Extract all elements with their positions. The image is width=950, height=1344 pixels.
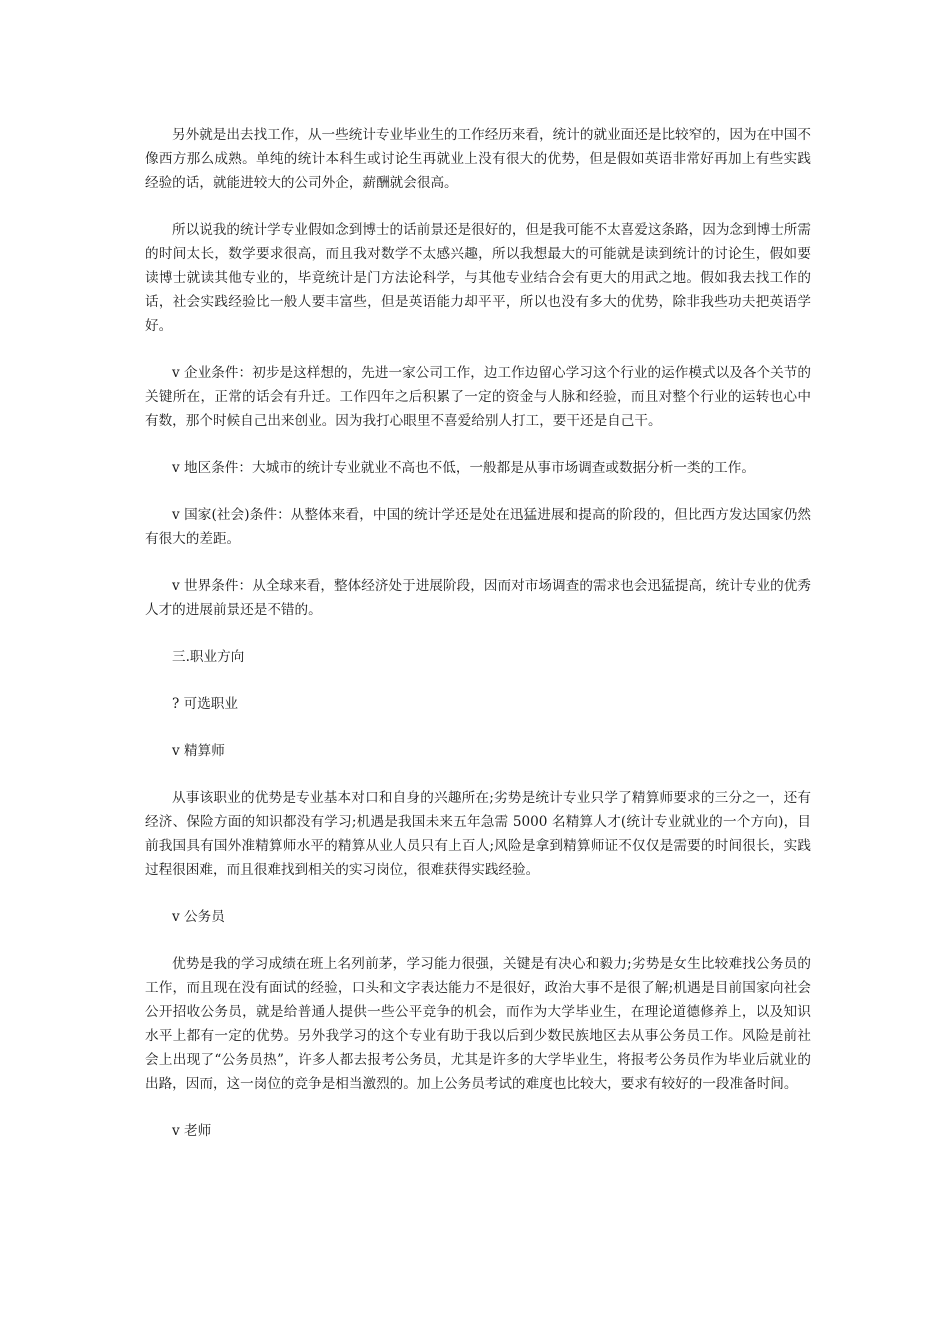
- paragraph-world-conditions: v 世界条件：从全球来看，整体经济处于进展阶段，因而对市场调查的需求也会迅猛提高，统计专业的优秀人才的进展前景还是不错的。: [145, 578, 811, 618]
- section-heading-career-direction: 三.职业方向: [172, 649, 245, 665]
- paragraph-phd-outlook: 所以说我的统计学专业假如念到博士的话前景还是很好的，但是我可能不太喜爱这条路，因为念到博士所需的时间太长，数学要求很高，而且我对数学不太感兴趣，所以我想最大的可能就是读到统计的讨论生，假如要读博士就读其他专业的，毕竟统计是门方法论科学，与其他专业结合会有更大的用武之地。假如我去找工作的话，社会实践经验比一般人要丰富些，但是英语能力却平平，所以也没有多大的优势，除非我些功夫把英语学好。: [145, 222, 811, 334]
- subheading-civil-servant: v 公务员: [172, 909, 225, 925]
- paragraph-national-conditions: v 国家(社会)条件：从整体来看，中国的统计学还是处在迅猛进展和提高的阶段的，但比西方发达国家仍然有很大的差距。: [145, 507, 811, 547]
- paragraph-regional-conditions: v 地区条件：大城市的统计专业就业不高也不低，一般都是从事市场调查或数据分析一类的工作。: [172, 460, 755, 476]
- subheading-actuary: v 精算师: [172, 743, 225, 759]
- paragraph-civil-servant-analysis: 优势是我的学习成绩在班上名列前茅，学习能力很强，关键是有决心和毅力;劣势是女生比较难找公务员的工作，而且现在没有面试的经验，口头和文字表达能力不是很好，政治大事不是很了解;机遇是目前国家向社会公开招收公务员，就是给普通人提供一些公平竞争的机会，而作为大学毕业生，在理论道德修养上，以及知识水平上都有一定的优势。另外我学习的这个专业有助于我以后到少数民族地区去从事公务员工作。风险是前社会上出现了“公务员热”，许多人都去报考公务员，尤其是许多的大学毕业生，将报考公务员作为毕业后就业的出路，因而，这一岗位的竞争是相当激烈的。加上公务员考试的难度也比较大，要求有较好的一段准备时间。: [145, 956, 811, 1092]
- subheading-teacher: v 老师: [172, 1123, 212, 1139]
- document-body: [145, 123, 811, 1166]
- paragraph-enterprise-conditions: v 企业条件：初步是这样想的，先进一家公司工作，边工作边留心学习这个行业的运作模式以及各个关节的关键所在，正常的话会有升迁。工作四年之后积累了一定的资金与人脉和经验，而且对整个行业的运转也心中有数，那个时候自己出来创业。因为我打心眼里不喜爱给别人打工，要干还是自己干。: [145, 365, 811, 429]
- paragraph-actuary-analysis: 从事该职业的优势是专业基本对口和自身的兴趣所在;劣势是统计专业只学了精算师要求的三分之一，还有经济、保险方面的知识都没有学习;机遇是我国未来五年急需 5000 名精算人才(统计专业就业的一个方向)，目前我国具有国外准精算师水平的精算从业人员只有上百人;风险是拿到精算师证不仅仅是需要的时间很长，实践过程很困难，而且很难找到相关的实习岗位，很难获得实践经验。: [145, 790, 811, 878]
- paragraph-job-search: 另外就是出去找工作，从一些统计专业毕业生的工作经历来看，统计的就业面还是比较窄的，因为在中国不像西方那么成熟。单纯的统计本科生或讨论生再就业上没有很大的优势，但是假如英语非常好再加上有些实践经验的话，就能进较大的公司外企，薪酬就会很高。: [145, 127, 811, 191]
- subheading-optional-careers: ? 可选职业: [172, 696, 238, 712]
